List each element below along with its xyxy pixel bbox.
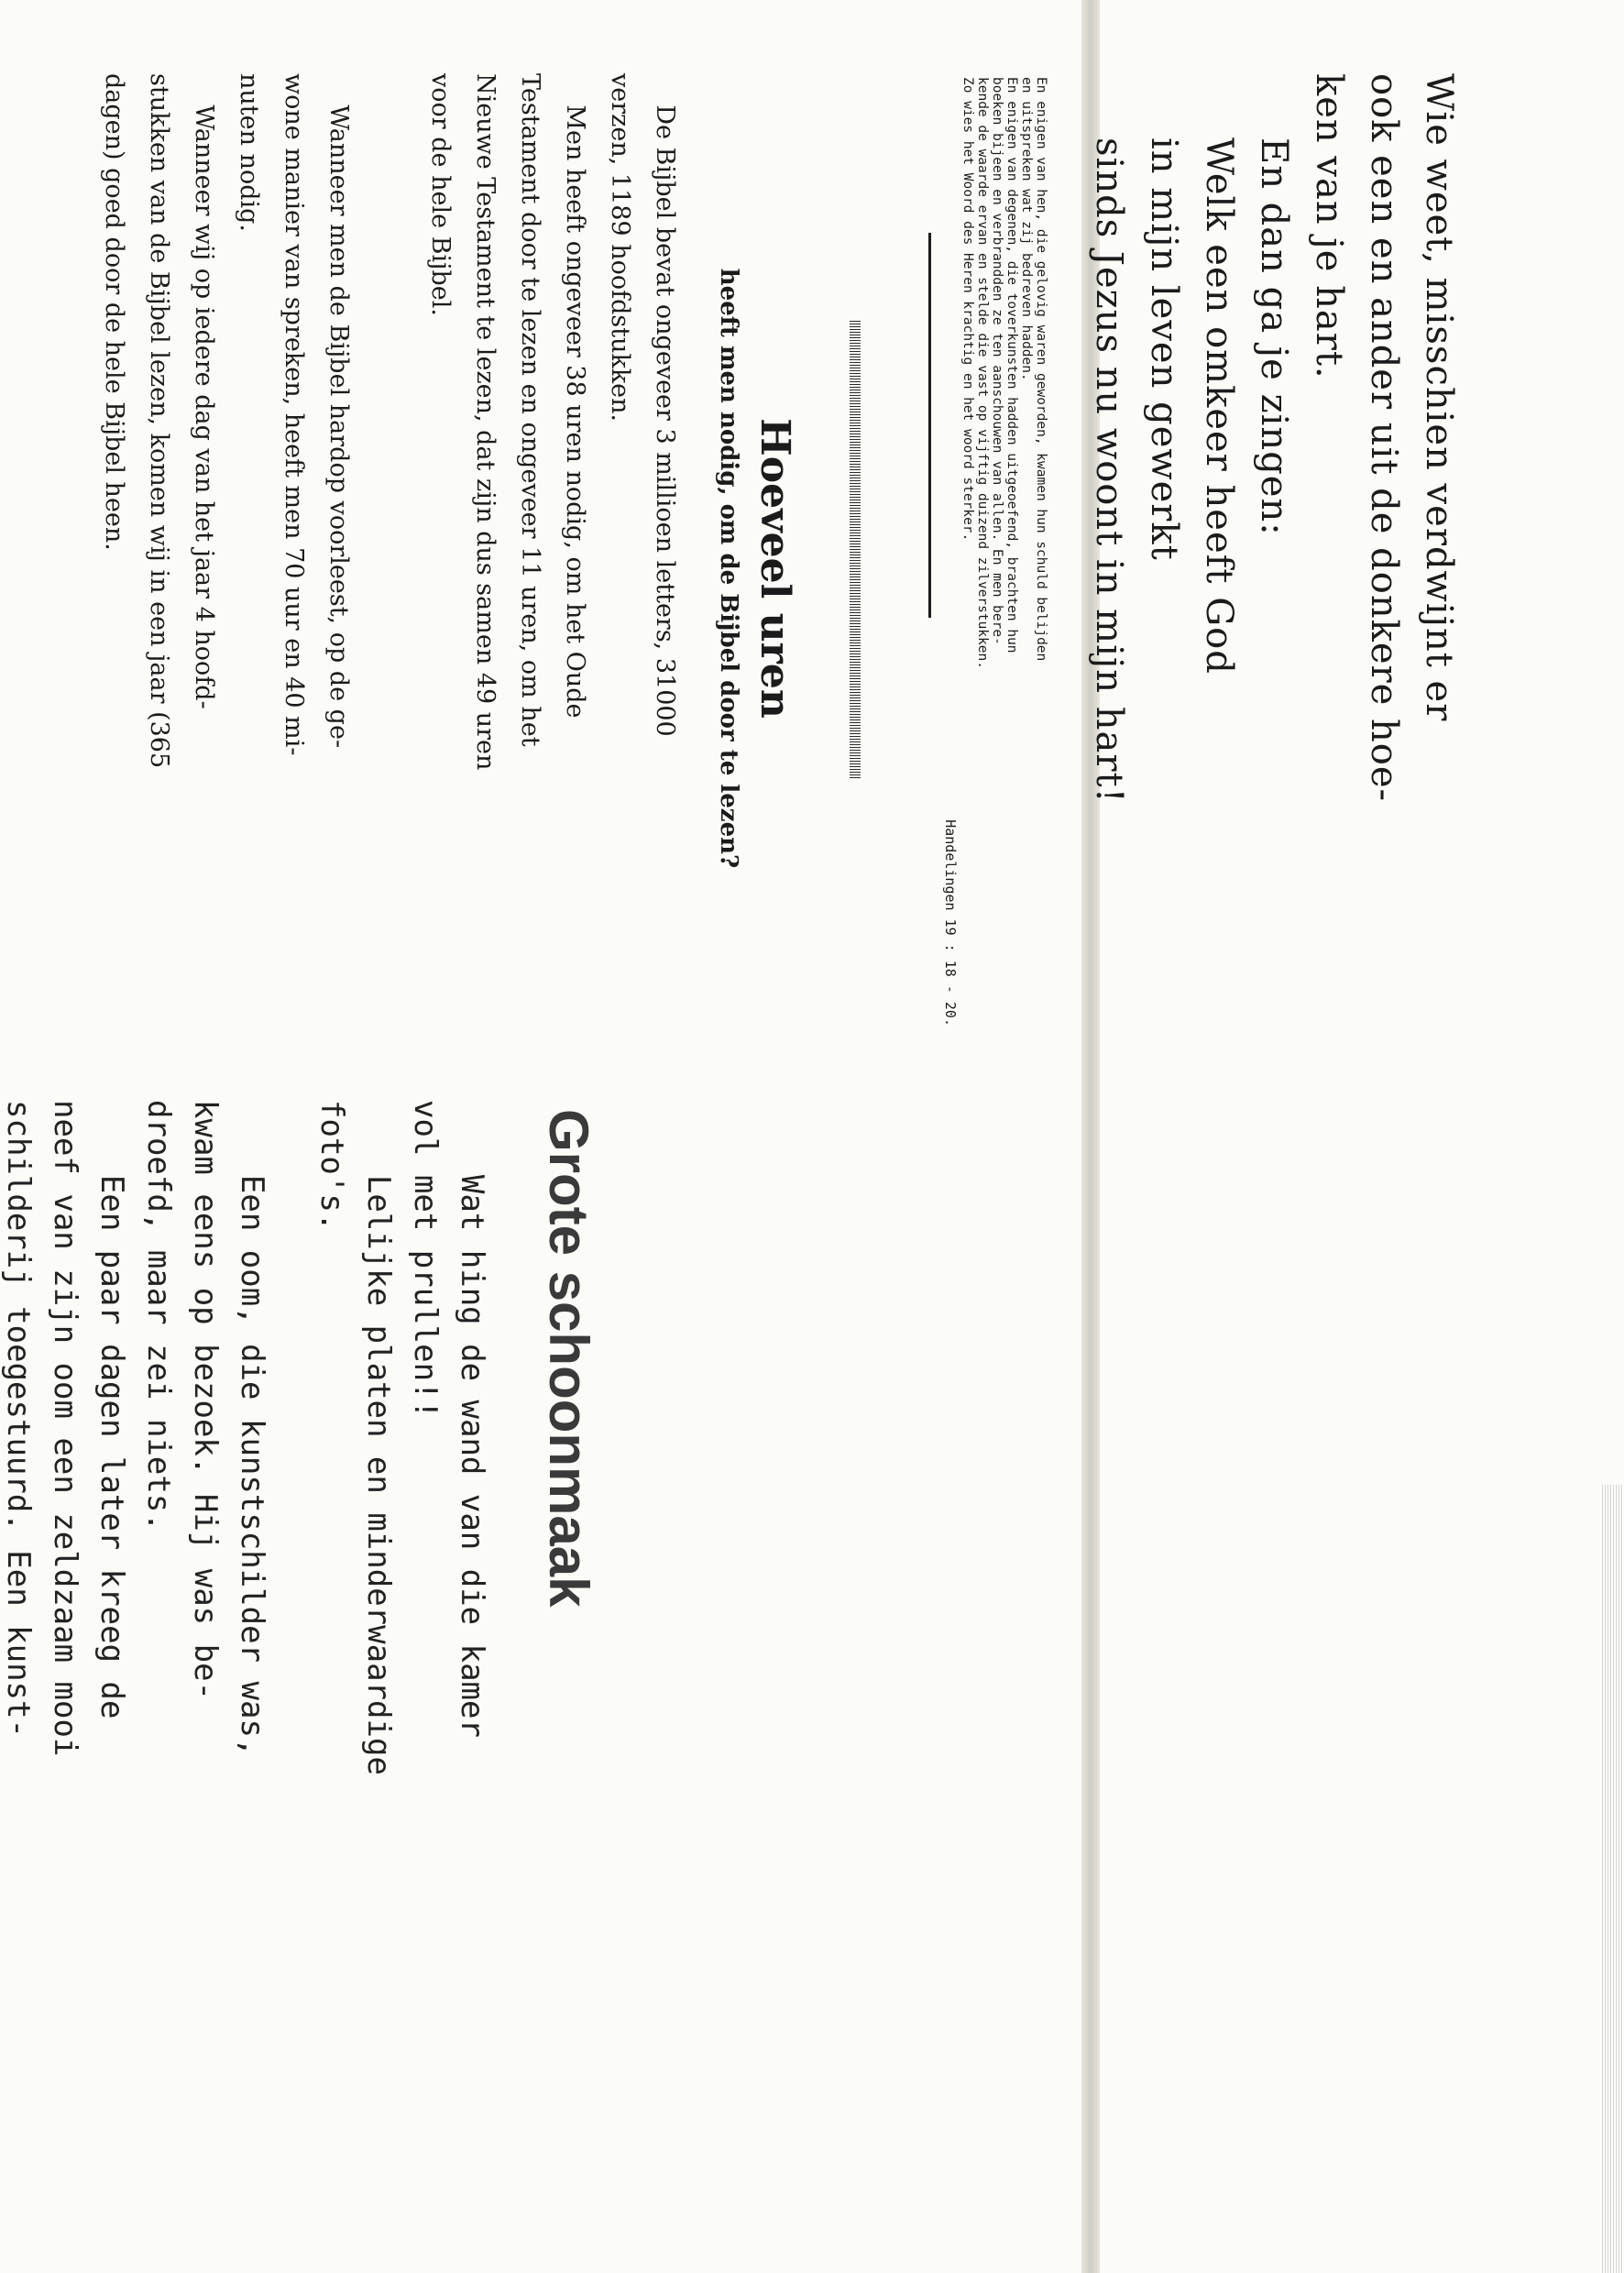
paragraph [0,1100,275,2181]
top-text-block [37,73,1466,1063]
paragraph-line: vol met prullen!! [407,1100,444,1419]
paragraph-line: De Bijbel bevat ongeveer 3 millioen letters, 31000 [651,73,679,737]
paragraph-line: wone manier van spreken, heeft men 70 uur en 40 mi- [280,73,308,756]
poem-line: Welk een omkeer heeft God [1198,137,1240,675]
paragraph [226,73,361,1063]
paragraph-line: voor de hele Bijbel. [426,73,455,316]
poem-line: En dan ga je zingen: [1253,137,1295,536]
paragraph-line: kwam eens op bezoek. Hij was be- [187,1100,224,1701]
poem-line: ken van je hart. [1308,73,1350,379]
quote-line: boeken bijeen en verbrandden ze ten aanschouwen van allen. En men bere- [990,77,1004,645]
hatched-divider [850,321,861,779]
poem-line: in mijn leven gewerkt [1143,137,1185,561]
page-edges [1600,1485,1624,2273]
poem-line: sinds Jezus nu woont in mijn hart! [1088,137,1130,804]
scripture-reference: Handelingen 19 : 18 - 20. [942,819,959,1027]
paragraph-line: Een paar dagen later kreeg de [93,1100,130,1719]
quote-line: en uitspreken wat zij bedreven hadden. [1019,77,1034,381]
quote-line: kende de waarde ervan en stelde die vast op vijftig duizend zilverstukken. [975,77,990,670]
article-body [92,73,687,1063]
paragraph-line: Lelijke platen en minderwaardige [360,1100,397,1775]
poem [1081,73,1466,1063]
paragraph-line: Wat hing de wand van die kamer [454,1100,490,1738]
left-article-title: Grote schoonmaak [538,1109,599,1608]
paragraph [598,73,687,1063]
paragraph [418,73,598,1063]
poem-line: ook een en ander uit de donkere hoe- [1363,73,1405,803]
left-article-body [0,1100,495,2181]
scripture-quote [928,77,1048,1063]
paragraph-line: dagen) goed door de hele Bijbel heen. [100,73,128,551]
paragraph-line: Testament door te lezen en ongeveer 11 uren, om het [516,73,544,747]
paragraph-line: droefd, maar zei niets. [140,1100,177,1532]
paragraph-line: Men heeft ongeveer 38 uren nodig, om het Oude [561,73,589,719]
paragraph [92,73,226,1063]
paragraph-line: Wanneer men de Bijbel hardop voorleest, op de ge- [324,73,353,749]
paragraph-line: stukken van de Bijbel lezen, komen wij in een jaar (365 [145,73,173,769]
paragraph-line: nuten nodig. [235,73,263,233]
article-title: Hoeveel uren [752,418,798,719]
article-subtitle: heeft men nodig, om de Bijbel door te lezen? [715,268,742,869]
quote-line: En enigen van degenen, die toverkunsten hadden uitgeoefend, brachten hun [1004,77,1019,653]
paragraph-line: schilderij toegestuurd. Een kunst- [0,1100,37,1738]
paragraph-line: Een oom, die kunstschilder was, [234,1100,270,1757]
quote-line: Zo wies het Woord des Heren krachtig en het woord sterker. [960,77,975,542]
paragraph-line: Nieuwe Testament te lezen, dat zijn dus samen 49 uren [471,73,499,771]
bottom-text-block [0,1100,605,2181]
poem-line: Wie weet, misschien verdwijnt er [1418,73,1460,722]
paragraph-line: neef van zijn oom een zeldzaam mooi [47,1100,83,1757]
paragraph-line: Wanneer wij op iedere dag van het jaar 4 hoofd- [190,73,218,709]
quote-line: En enigen van hen, die gelovig waren geworden, kwamen hun schuld belijden [1034,77,1048,662]
divider-rule [928,233,931,618]
paragraph-line: verzen, 1189 hoofdstukken. [606,73,634,423]
paragraph [308,1100,495,2181]
paragraph-line: foto's. [313,1100,350,1232]
